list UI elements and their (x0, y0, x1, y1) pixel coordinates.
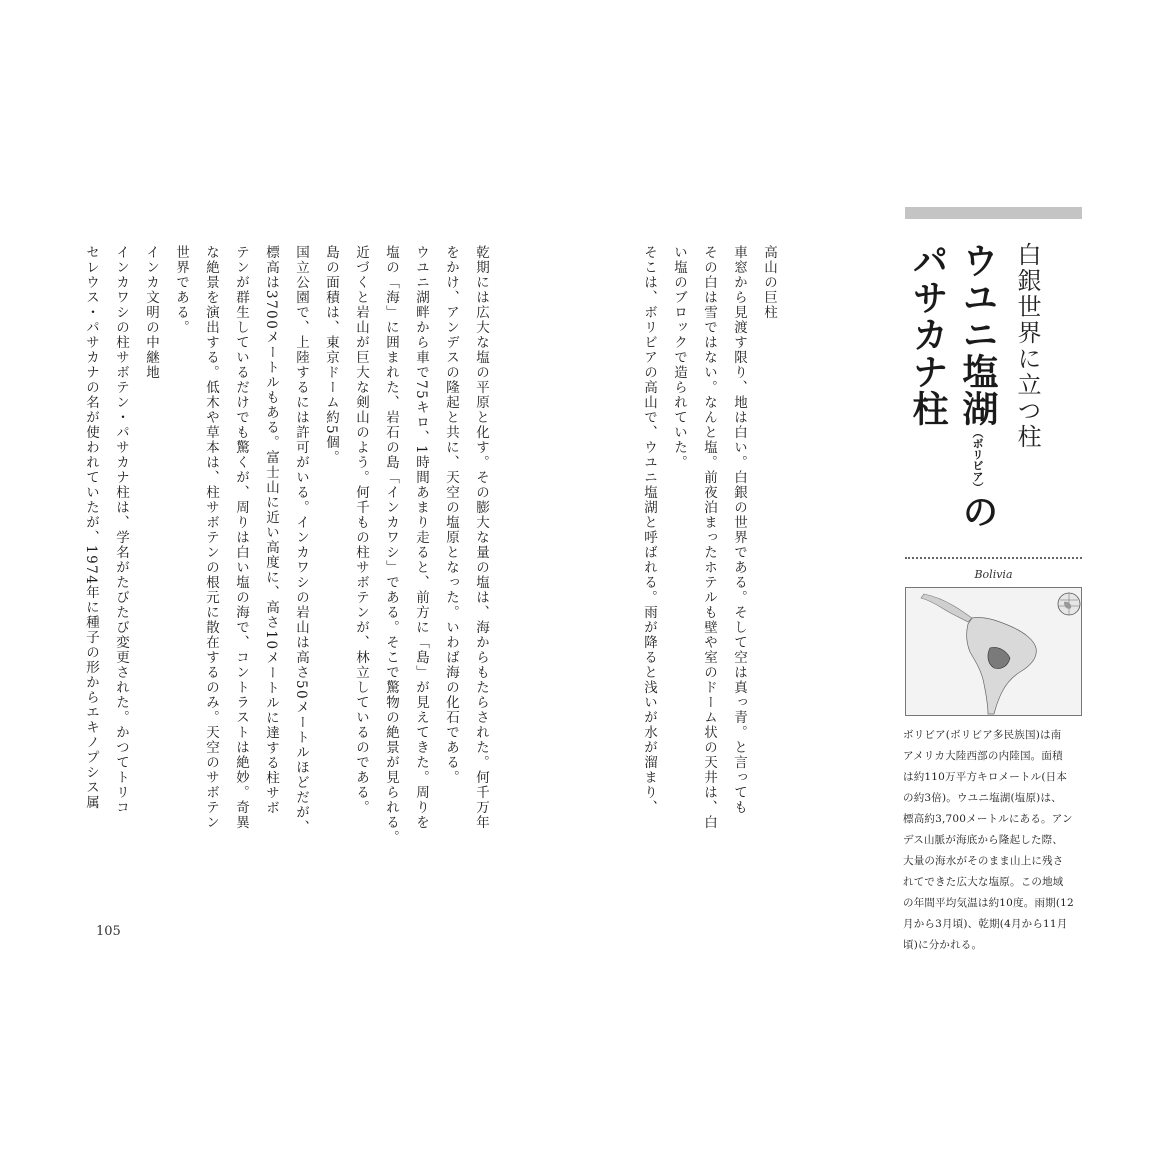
paragraph-line: 世界である。 (173, 245, 189, 335)
paragraph-line: な絶景を演出する。低木や草本は、柱サボテンの根元に散在するのみ。天空のサボテン (203, 245, 219, 830)
section-heading: 高山の巨柱 (761, 245, 777, 320)
info-line: 頃)に分かれる。 (903, 939, 983, 951)
page-number: 105 (96, 924, 121, 939)
title-line2: パサカナ柱 (907, 242, 948, 427)
paragraph-line: 近づくと岩山が巨大な剣山のよう。何千もの柱サボテンが、林立しているのである。 (353, 245, 369, 815)
south-america-map-icon (906, 588, 1081, 715)
info-line: 標高約3,700メートルにある。アン (903, 813, 1073, 825)
info-line: の年間平均気温は約10度。雨期(12 (903, 897, 1074, 909)
section-heading: インカ文明の中継地 (143, 245, 159, 380)
map-south-america (905, 587, 1082, 716)
paragraph-line: セレウス・パサカナの名が使われていたが、1974年に種子の形からエキノプシス属 (83, 245, 99, 811)
title-decoration-bar (905, 207, 1082, 219)
paragraph-line: その白は雪ではない。なんと塩。前夜泊まったホテルも壁や室のドーム状の天井は、白 (701, 245, 717, 830)
paragraph-line: テンが群生しているだけでも驚くが、周りは白い塩の海で、コントラストは絶妙。奇異 (233, 245, 249, 830)
paragraph-line: 乾期には広大な塩の平原と化す。その膨大な量の塩は、海からもたらされた。何千万年 (473, 245, 489, 830)
paragraph-line: 標高は3700メートルもある。富士山に近い高度に、高さ10メートルに達する柱サボ (263, 245, 279, 816)
info-line: れてできた広大な塩原。この地域 (903, 876, 1064, 888)
info-line: デス山脈が海底から隆起した際、 (903, 834, 1064, 846)
info-line: ボリビア(ボリビア多民族国)は南 (903, 729, 1062, 741)
info-line: は約110万平方キロメートル(日本 (903, 771, 1068, 783)
paragraph-line: 車窓から見渡す限り、地は白い。白銀の世界である。そして空は真っ青。と言っても (731, 245, 747, 815)
paragraph-line: 島の面積は、東京ドーム約5個。 (323, 245, 339, 466)
paragraph-line: 塩の「海」に囲まれた、岩石の島「インカワシ」である。そこで驚物の絶景が見られる。 (383, 245, 399, 845)
paragraph-line: ウユニ湖畔から車で75キロ、1時間あまり走ると、前方に「島」が見えてきた。周りを (413, 245, 429, 831)
paragraph-line: い塩のブロックで造られていた。 (671, 245, 687, 470)
info-line: の約3倍)。ウユニ塩湖(塩原)は、 (903, 792, 1062, 804)
map-caption: Bolivia (974, 568, 1013, 581)
title-line1-tail: の (957, 493, 998, 530)
paragraph-line: をかけ、アンデスの隆起と共に、天空の塩原となった。いわば海の化石である。 (443, 245, 459, 785)
info-line: アメリカ大陸西部の内陸国。面積 (903, 750, 1063, 762)
title-line1 (955, 242, 999, 530)
paragraph-line: そこは、ボリビアの高山で、ウユニ塩湖と呼ばれる。雨が降ると浅いが水が溜まり、 (641, 245, 657, 815)
title-line1-ruby: （ボリビア） (971, 427, 984, 493)
info-box (903, 725, 1085, 956)
info-line: 大量の海水がそのまま山上に残さ (903, 855, 1064, 867)
dotted-divider (905, 557, 1082, 559)
section-kozan-column (641, 245, 780, 845)
paragraph-line: 国立公園で、上陸するには許可がいる。インカワシの岩山は高さ50メートルほどだが、 (293, 245, 309, 836)
title-line1-main: ウユニ塩湖 (957, 242, 998, 427)
section-continued-column (83, 245, 490, 865)
paragraph-line: インカワシの柱サボテン・パサカナ柱は、学名がたびたび変更された。かつてトリコ (113, 245, 129, 815)
info-line: 月から3月頃)、乾期(4月から11月 (903, 918, 1068, 930)
title-subtitle: 白銀世界に立つ柱 (1013, 242, 1041, 450)
